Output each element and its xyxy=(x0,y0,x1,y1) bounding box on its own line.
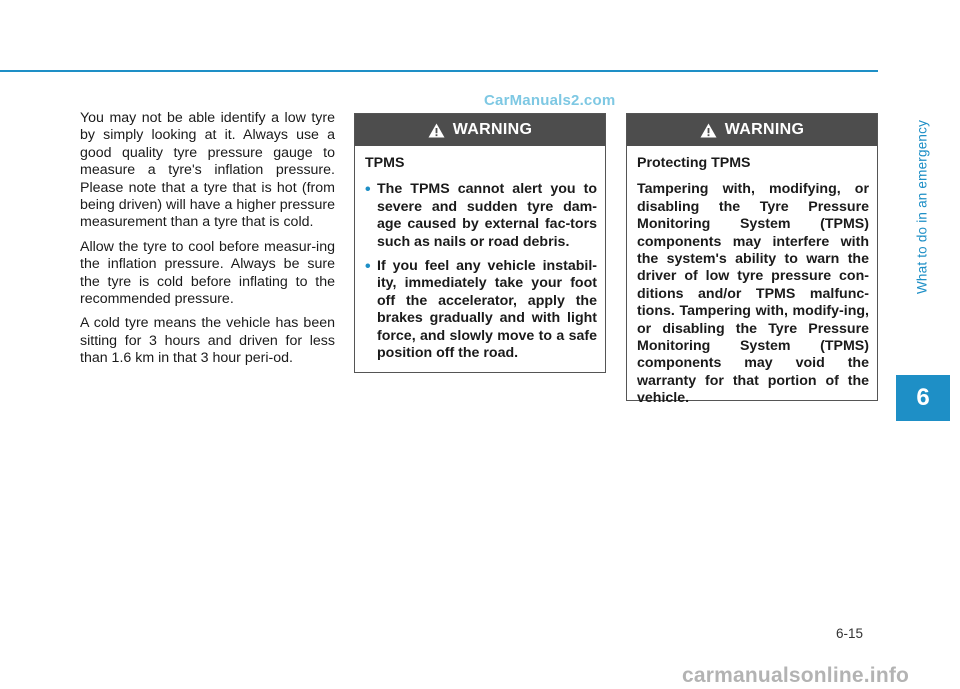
paragraph-2: Allow the tyre to cool before measur-ing the inflation pressure. Always be sure the tyre is cold before inflating to the recommended pressure. xyxy=(80,238,335,308)
chapter-tab: 6 xyxy=(896,375,950,421)
body-text-column xyxy=(80,110,335,375)
warning-header xyxy=(627,114,877,146)
watermark-bottom: carmanualsonline.info xyxy=(682,664,910,687)
header-rule xyxy=(0,70,878,72)
warning-text: Tampering with, modifying, or disabling the Tyre Pressure Monitoring System (TPMS) components may interfere with the system's ability to warn the driver of low tyre pressure con-ditions and/or TPMS malfunc-tions. Tampering with, modify-ing, or disabling the Tyre Pressure Monitoring System (TPMS) components may void the warranty for that portion of the vehicle. xyxy=(637,181,869,407)
bullet-text: The TPMS cannot alert you to severe and sudden tyre dam-age caused by external fac-tors such as nails or road debris. xyxy=(377,181,597,250)
warning-title: Protecting TPMS xyxy=(637,155,751,171)
section-label: What to do in an emergency xyxy=(914,119,930,295)
warning-box-tpms xyxy=(354,113,606,373)
watermark-top: CarManuals2.com xyxy=(484,92,616,109)
warning-body xyxy=(355,146,605,362)
warning-triangle-icon xyxy=(700,123,717,138)
warning-body xyxy=(627,146,877,408)
bullet-text: If you feel any vehicle instabil-ity, immediately take your foot off the accelerator, apply the brakes gradually and with light force, and slowly move to a safe position off the road. xyxy=(377,258,597,362)
warning-triangle-icon xyxy=(428,123,445,138)
bullet-icon: • xyxy=(365,181,371,199)
bullet-icon: • xyxy=(365,258,371,276)
list-item xyxy=(365,181,597,251)
warning-label: WARNING xyxy=(724,121,805,138)
warning-label: WARNING xyxy=(452,121,533,138)
warning-box-protecting-tpms xyxy=(626,113,878,407)
page-number: 6-15 xyxy=(836,626,864,641)
list-item xyxy=(365,258,597,362)
paragraph-1: You may not be able identify a low tyre by simply looking at it. Always use a good quality tyre pressure gauge to measure a tyre's inflation pressure. Please note that a tyre that is hot (from being driven) will have a higher pressure measurement than a tyre that is cold. xyxy=(80,110,335,231)
warning-title: TPMS xyxy=(365,155,405,171)
warning-header xyxy=(355,114,605,146)
paragraph-3: A cold tyre means the vehicle has been sitting for 3 hours and driven for less than 1.6 km in that 3 hour peri-od. xyxy=(80,315,335,367)
